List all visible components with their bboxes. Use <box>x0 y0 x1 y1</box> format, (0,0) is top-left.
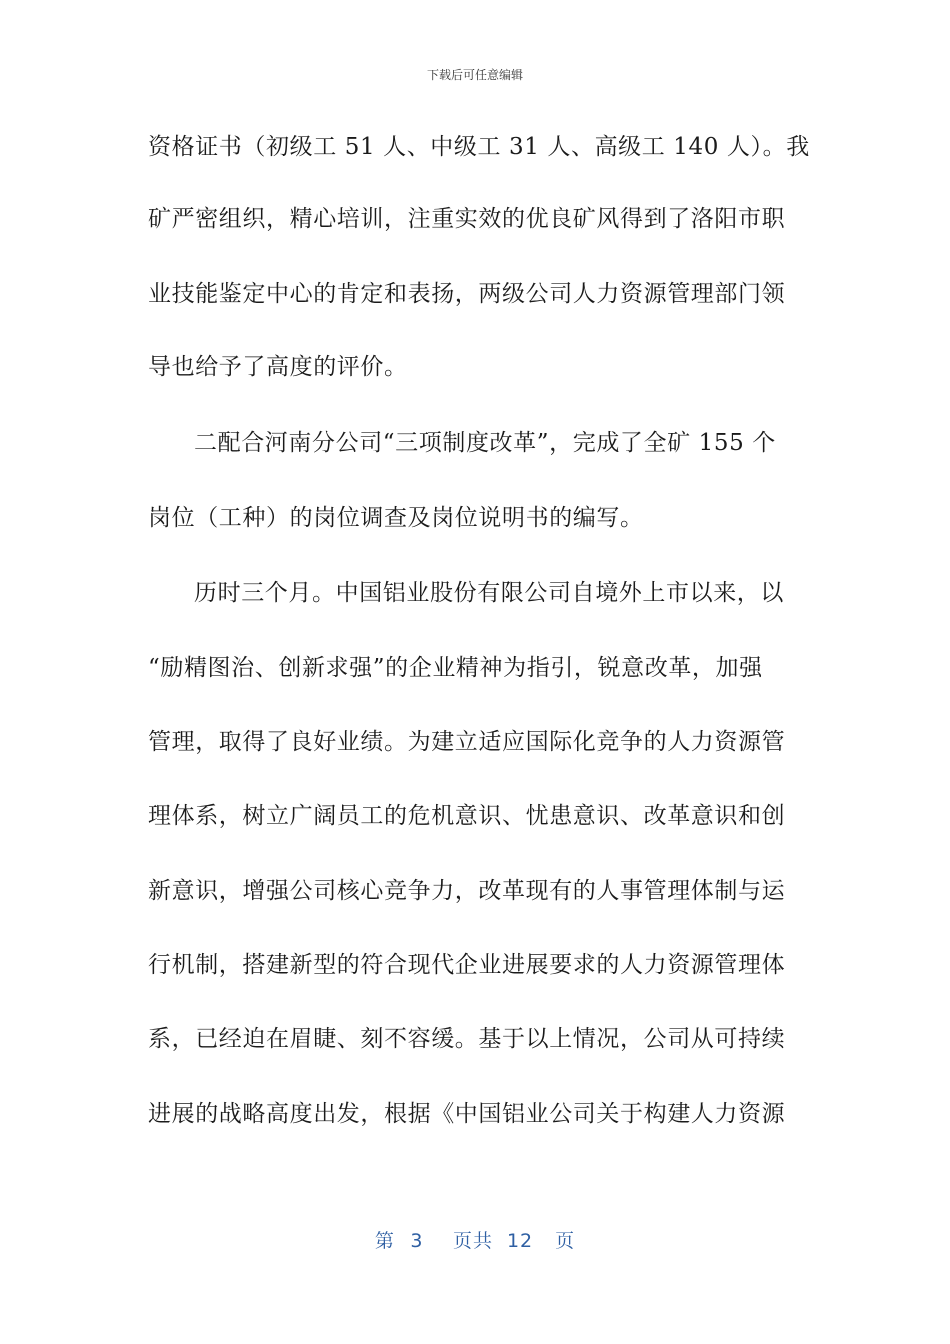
text-line: 管理，取得了良好业绩。为建立适应国际化竞争的人力资源管 <box>148 729 786 755</box>
text-line: 资格证书（初级工 51 人、中级工 31 人、高级工 140 人）。我 <box>148 134 810 160</box>
page-total: 12 <box>506 1230 534 1252</box>
page-footer <box>0 1226 950 1253</box>
text-line: 历时三个月。中国铝业股份有限公司自境外上市以来，以 <box>194 580 784 606</box>
page-suffix: 页 <box>555 1230 576 1252</box>
text-line: “励精图治、创新求强”的企业精神为指引，锐意改革，加强 <box>148 655 763 681</box>
text-line: 行机制，搭建新型的符合现代企业进展要求的人力资源管理体 <box>148 952 786 978</box>
text-line: 理体系，树立广阔员工的危机意识、忧患意识、改革意识和创 <box>148 803 786 829</box>
text-line: 系，已经迫在眉睫、刻不容缓。基于以上情况，公司从可持续 <box>148 1026 786 1052</box>
page-current: 3 <box>410 1230 424 1252</box>
text-line: 新意识，增强公司核心竞争力，改革现有的人事管理体制与运 <box>148 878 786 904</box>
page-prefix: 第 <box>374 1230 395 1252</box>
text-line: 导也给予了高度的评价。 <box>148 354 408 380</box>
page-header: 下载后可任意编辑 <box>426 68 523 82</box>
page-mid: 页共 <box>452 1230 493 1252</box>
text-line: 矿严密组织，精心培训，注重实效的优良矿风得到了洛阳市职 <box>148 206 786 232</box>
text-line: 业技能鉴定中心的肯定和表扬，两级公司人力资源管理部门领 <box>148 281 786 307</box>
text-line: 岗位（工种）的岗位调查及岗位说明书的编写。 <box>148 505 644 531</box>
text-line: 二配合河南分公司“三项制度改革”，完成了全矿 155 个 <box>194 430 776 456</box>
text-line: 进展的战略高度出发，根据《中国铝业公司关于构建人力资源 <box>148 1101 786 1127</box>
